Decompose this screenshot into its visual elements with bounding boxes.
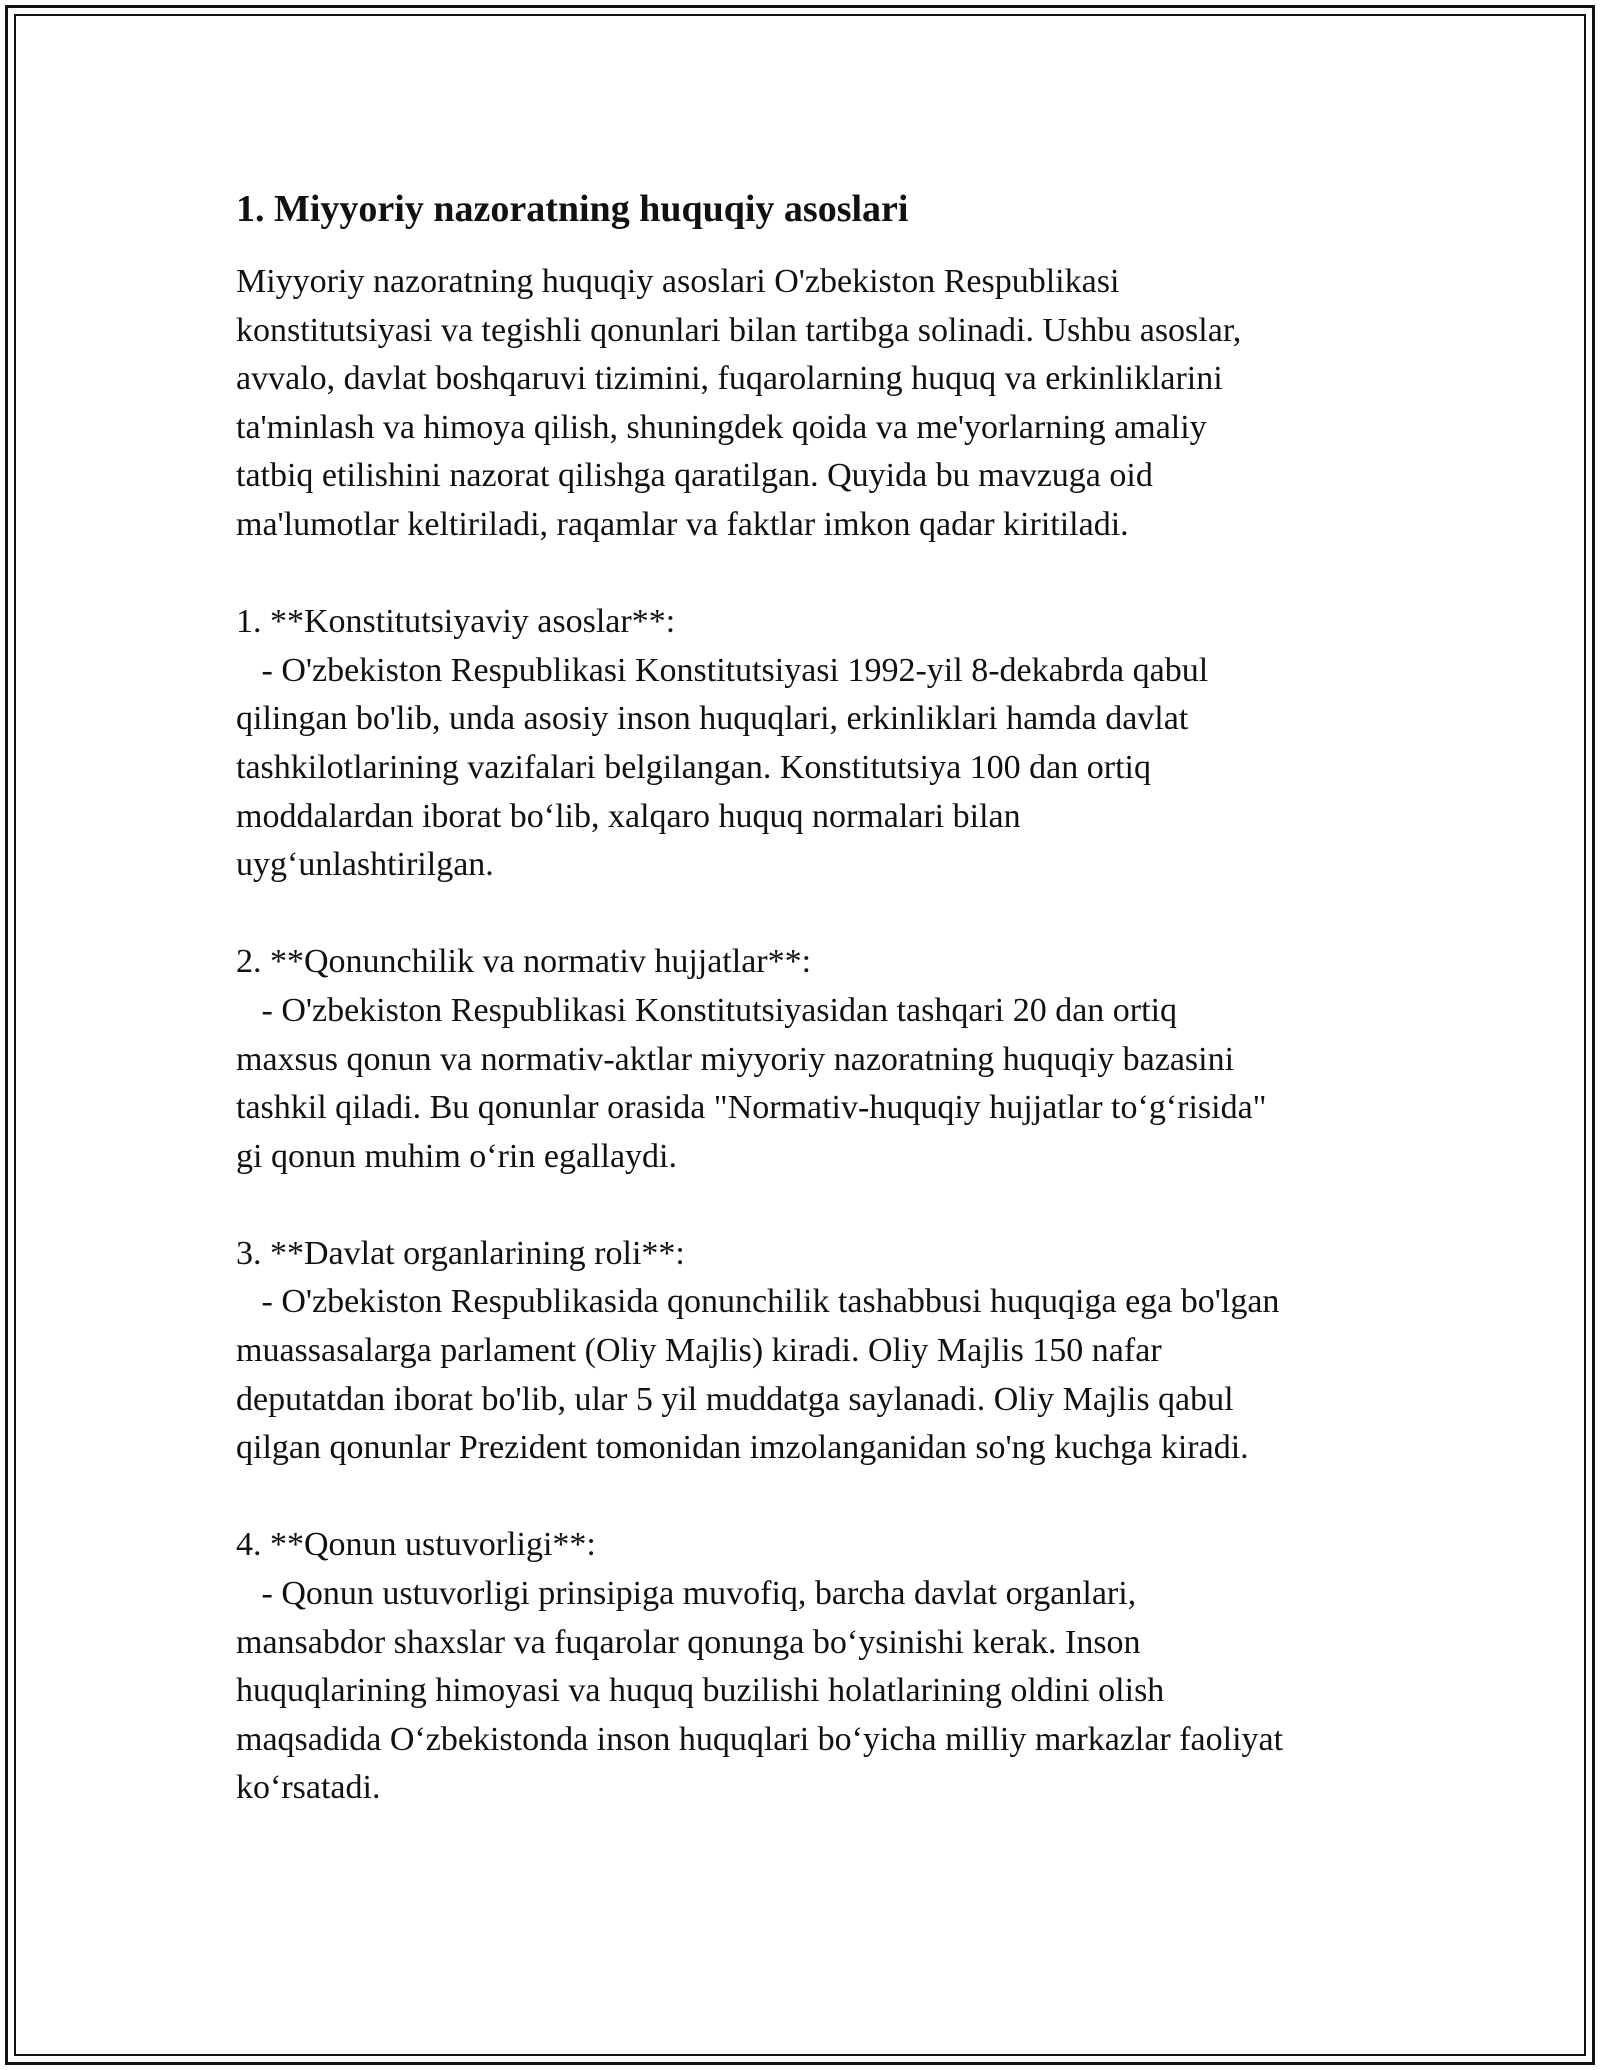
section-body-text: Miyyoriy nazoratning huquqiy asoslari O'zbekiston Respublikasi konstitutsiyasi va tegishli qonunlari bilan tartibga solinadi. Ushbu asoslar, avvalo, davlat boshqaruvi tizimini, fuqarolarning huquq va erkinliklarini ta'minlash va himoya qilish, shuningdek qoida va me'yorlarning amaliy tatbiq etilishini nazorat qilishga qaratilgan. Quyida bu mavzuga oid ma'lumotlar keltiriladi, raqamlar va faktlar imkon qadar kiritiladi. 1. **Konstitutsiyaviy asoslar**: - O'zbekiston Respublikasi Konstitutsiyasi 1992-yil 8-dekabrda qabul qilingan bo'lib, unda asosiy inson huquqlari, erkinliklari hamda davlat tashkilotlarining vazifalari belgilangan. Konstitutsiya 100 dan ortiq moddalardan iborat bo‘lib, xalqaro huquq normalari bilan uyg‘unlashtirilgan. 2. **Qonunchilik va normativ hujjatlar**: - O'zbekiston Respublikasi Konstitutsiyasidan tashqari 20 dan ortiq maxsus qonun va normativ-aktlar miyyoriy nazoratning huquqiy bazasini tashkil qiladi. Bu qonunlar orasida "Normativ-huquqiy hujjatlar to‘g‘risida" gi qonun muhim o‘rin egallaydi. 3. **Davlat organlarining roli**: - O'zbekiston Respublikasida qonunchilik tashabbusi huquqiga ega bo'lgan muassasalarga parlament (Oliy Majlis) kiradi. Oliy Majlis 150 nafar deputatdan iborat bo'lib, ular 5 yil muddatga saylanadi. Oliy Majlis qabul qilgan qonunlar Prezident tomonidan imzolanganidan so'ng kuchga kiradi. 4. **Qonun ustuvorligi**: - Qonun ustuvorligi prinsipiga muvofiq, barcha davlat organlari, mansabdor shaxslar va fuqarolar qonunga bo‘ysinishi kerak. Inson huquqlarining himoyasi va huquq buzilishi holatlarining oldini olish maqsadida O‘zbekistonda inson huquqlari bo‘yicha milliy markazlar faoliyat ko‘rsatadi. xyxy=(236,263,1284,1807)
section-heading: 1. Miyyoriy nazoratning huquqiy asoslari xyxy=(236,188,909,230)
document-content xyxy=(236,185,1386,1813)
